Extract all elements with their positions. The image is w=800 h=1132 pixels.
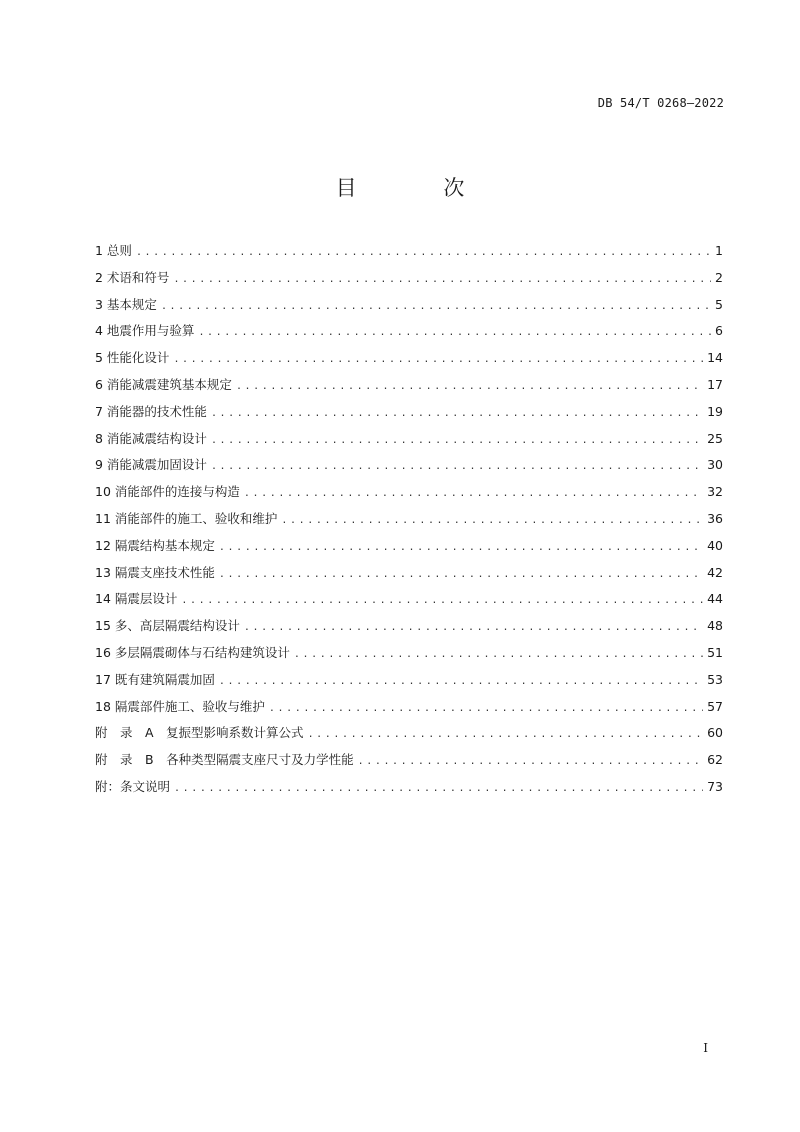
toc-entry-page: 40 — [707, 537, 723, 553]
toc-entry-label: 18 隔震部件施工、验收与维护 — [95, 698, 265, 714]
toc-leader-dots — [173, 354, 703, 365]
toc-entry-page: 73 — [707, 778, 723, 794]
toc-leader-dots — [161, 301, 711, 312]
toc-entry[interactable] — [95, 348, 723, 375]
toc-entry[interactable] — [95, 295, 723, 322]
toc-entry-label: 4 地震作用与验算 — [95, 323, 195, 339]
toc-entry-page: 2 — [715, 269, 723, 285]
toc-entry-page: 1 — [715, 243, 723, 258]
toc-leader-dots — [173, 274, 711, 285]
toc-entry-label: 附 录 B 各种类型隔震支座尺寸及力学性能 — [95, 752, 354, 768]
toc-entry-page: 44 — [707, 591, 723, 607]
toc-entry[interactable] — [95, 643, 723, 670]
toc-entry-page: 48 — [707, 618, 723, 634]
toc-entry[interactable] — [95, 563, 723, 590]
toc-leader-dots — [211, 435, 703, 446]
toc-entry[interactable] — [95, 723, 723, 750]
toc-entry-page: 14 — [707, 350, 723, 366]
toc-entry[interactable] — [95, 509, 723, 536]
toc-entry-page: 5 — [715, 296, 723, 312]
toc-entry-label: 9 消能减震加固设计 — [95, 457, 207, 473]
toc-entry-label: 13 隔震支座技术性能 — [95, 564, 215, 580]
toc-entry-page: 19 — [707, 403, 723, 419]
toc-entry[interactable] — [95, 429, 723, 456]
toc-entry-label: 14 隔震层设计 — [95, 591, 178, 607]
toc-entry-label: 8 消能减震结构设计 — [95, 430, 207, 446]
toc-entry-label: 1 总则 — [95, 243, 132, 258]
toc-entry[interactable] — [95, 777, 723, 804]
toc-entry[interactable] — [95, 750, 723, 777]
toc-leader-dots — [198, 327, 711, 338]
toc-leader-dots — [294, 649, 703, 660]
toc-entry-label: 2 术语和符号 — [95, 269, 170, 285]
toc-entry-label: 10 消能部件的连接与构造 — [95, 484, 240, 500]
toc-entry-page: 30 — [707, 457, 723, 473]
document-code: DB 54/T 0268—2022 — [597, 96, 724, 110]
toc-entry-page: 32 — [707, 484, 723, 500]
toc-entry[interactable] — [95, 402, 723, 429]
toc-leader-dots — [244, 488, 703, 499]
toc-entry[interactable] — [95, 589, 723, 616]
toc-entry-page: 17 — [707, 376, 723, 392]
toc-leader-dots — [236, 381, 703, 392]
toc-entry-label: 15 多、高层隔震结构设计 — [95, 618, 240, 634]
toc-leader-dots — [136, 247, 711, 258]
toc-entry-label: 6 消能减震建筑基本规定 — [95, 376, 232, 392]
toc-entry[interactable] — [95, 482, 723, 509]
toc-leader-dots — [244, 622, 703, 633]
toc-entry[interactable] — [95, 268, 723, 295]
toc-entry[interactable] — [95, 536, 723, 563]
toc-entry-label: 7 消能器的技术性能 — [95, 403, 207, 419]
toc-entry-label: 11 消能部件的施工、验收和维护 — [95, 510, 278, 526]
toc-entry-label: 附 录 A 复振型影响系数计算公式 — [95, 725, 304, 741]
toc-leader-dots — [281, 515, 703, 526]
toc-entry-label: 5 性能化设计 — [95, 350, 170, 366]
toc-entry-page: 62 — [707, 752, 723, 768]
toc-leader-dots — [211, 461, 703, 472]
toc-leader-dots — [269, 703, 703, 714]
toc-leader-dots — [219, 542, 703, 553]
toc-leader-dots — [219, 569, 703, 580]
toc-entry-page: 25 — [707, 430, 723, 446]
toc-entry-page: 51 — [707, 644, 723, 660]
table-of-contents — [95, 241, 723, 804]
toc-entry-label: 3 基本规定 — [95, 296, 157, 312]
toc-entry[interactable] — [95, 670, 723, 697]
toc-leader-dots — [308, 729, 704, 740]
toc-leader-dots — [358, 756, 704, 767]
toc-entry-label: 17 既有建筑隔震加固 — [95, 671, 215, 687]
toc-entry[interactable] — [95, 697, 723, 724]
toc-leader-dots — [174, 783, 703, 794]
toc-entry-page: 42 — [707, 564, 723, 580]
toc-entry[interactable] — [95, 321, 723, 348]
toc-entry-page: 60 — [707, 725, 723, 741]
toc-entry-label: 附：条文说明 — [95, 778, 171, 794]
toc-entry-page: 6 — [715, 323, 723, 339]
toc-entry[interactable] — [95, 455, 723, 482]
page-title: 目 次 — [335, 176, 505, 200]
toc-entry-label: 12 隔震结构基本规定 — [95, 537, 215, 553]
toc-entry-label: 16 多层隔震砌体与石结构建筑设计 — [95, 644, 290, 660]
toc-entry-page: 36 — [707, 510, 723, 526]
toc-leader-dots — [211, 408, 703, 419]
toc-entry-page: 53 — [707, 671, 723, 687]
toc-leader-dots — [219, 676, 703, 687]
toc-entry[interactable] — [95, 375, 723, 402]
toc-entry-page: 57 — [707, 698, 723, 714]
toc-leader-dots — [181, 595, 703, 606]
page-number: I — [703, 1041, 708, 1055]
toc-entry[interactable] — [95, 241, 723, 268]
toc-entry[interactable] — [95, 616, 723, 643]
